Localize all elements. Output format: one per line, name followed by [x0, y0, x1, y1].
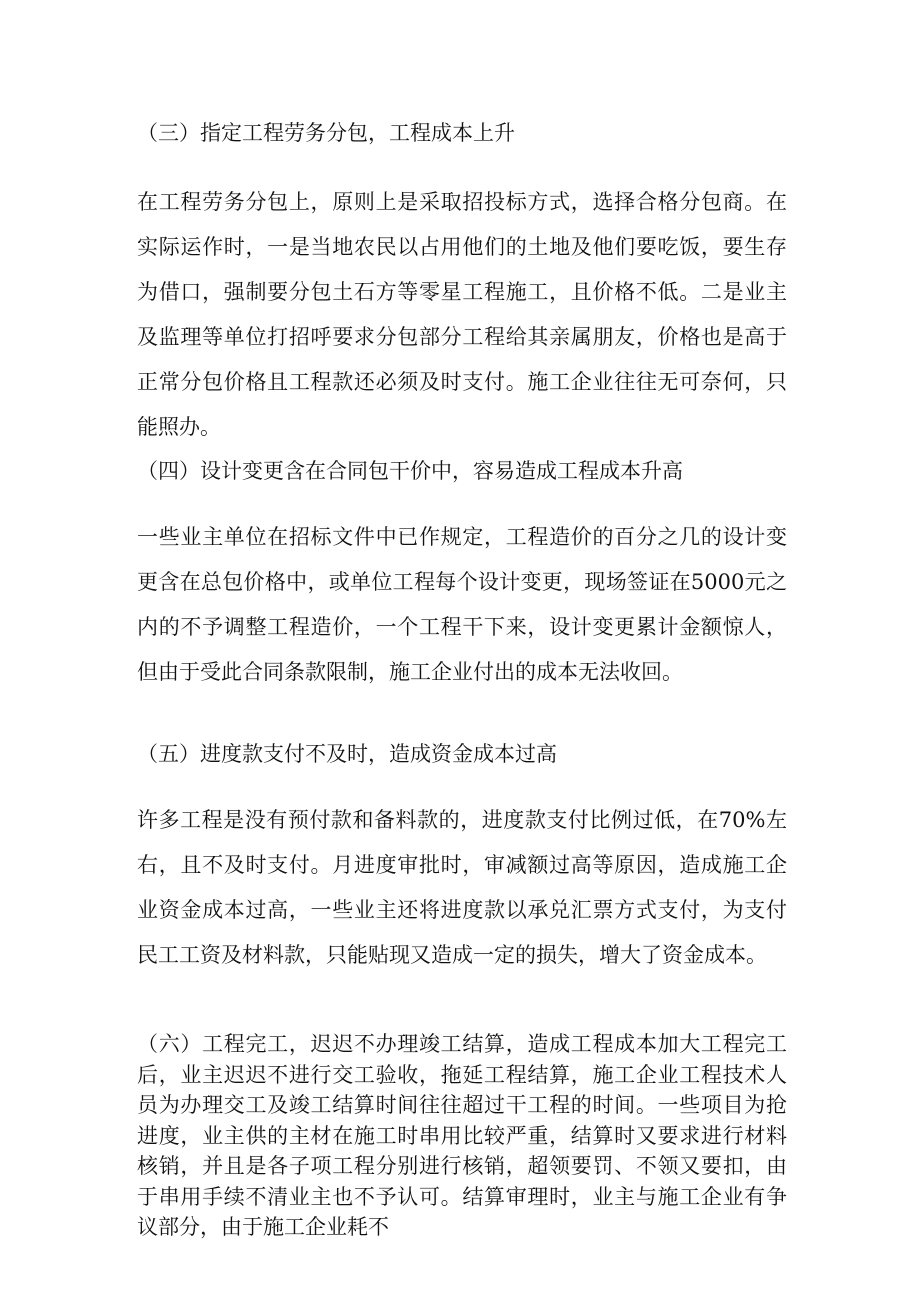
section-heading-5: （五）进度款支付不及时，造成资金成本过高 — [137, 742, 557, 766]
paragraph-3: 在工程劳务分包上，原则上是采取招投标方式，选择合格分包商。在实际运作时，一是当地农民以占用他们的土地及他们要吃饭，要生存为借口，强制要分包土石方等零星工程施工，且价格不低。二是业主及监理等单位打招呼要求分包部分工程给其亲属朋友，价格也是高于正常分包价格且工程款还必须及时支付。施工企业往往无可奈何，只能照办。 — [137, 190, 787, 439]
paragraph-5: 许多工程是没有预付款和备料款的，进度款支付比例过低，在70%左右，且不及时支付。月进度审批时，审减额过高等原因，造成施工企业资金成本过高，一些业主还将进度款以承兑汇票方式支付，为支付民工工资及材料款，只能贴现又造成一定的损失，增大了资金成本。 — [137, 808, 787, 967]
paragraph-6: （六）工程完工，迟迟不办理竣工结算，造成工程成本加大工程完工后，业主迟迟不进行交工验收，拖延工程结算，施工企业工程技术人员为办理交工及竣工结算时间往往超过干工程的时间。一些项目为抢进度，业主供的主材在施工时串用比较严重，结算时又要求进行材料核销，并且是各子项工程分别进行核销，超领要罚、不领又要扣，由于串用手续不清业主也不予认可。结算审理时，业主与施工企业有争议部分，由于施工企业耗不 — [137, 1032, 787, 1239]
section-heading-4: （四）设计变更含在合同包干价中，容易造成工程成本升高 — [137, 459, 683, 483]
section-heading-3: （三）指定工程劳务分包，工程成本上升 — [137, 121, 515, 145]
paragraph-4: 一些业主单位在招标文件中已作规定，工程造价的百分之几的设计变更含在总包价格中，或单位工程每个设计变更，现场签证在5000元之内的不予调整工程造价，一个工程干下来，设计变更累计金额惊人，但由于受此合同条款限制，施工企业付出的成本无法收回。 — [137, 525, 787, 684]
